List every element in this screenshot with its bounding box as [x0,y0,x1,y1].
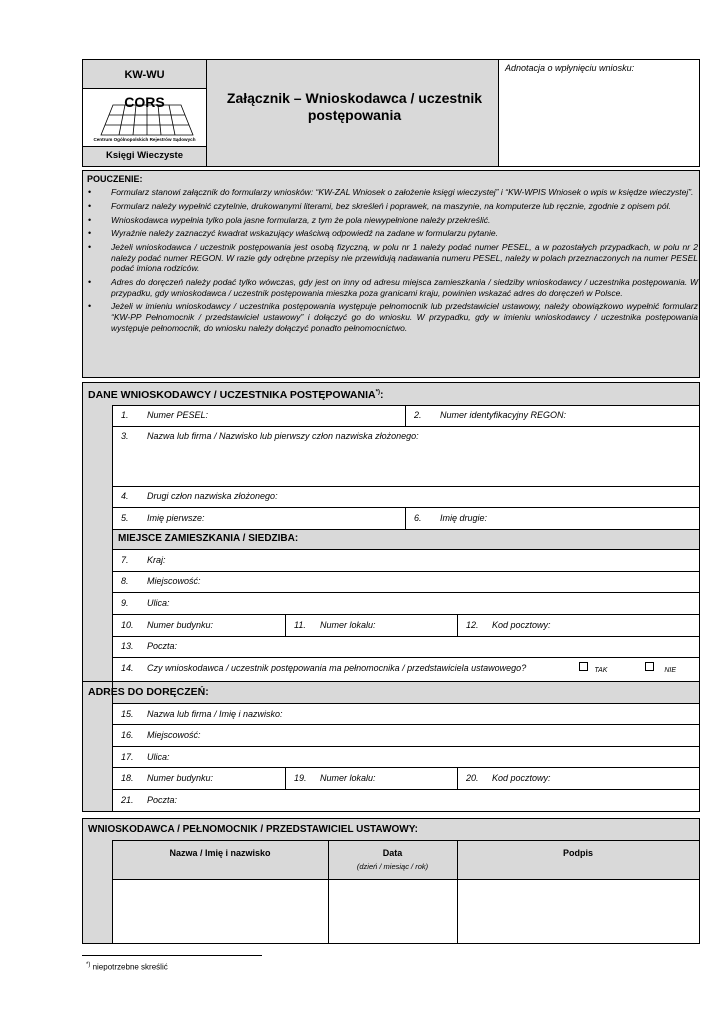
field-label: Imię drugie: [440,513,488,523]
field-label: Poczta: [147,641,178,651]
signature-heading: WNIOSKODAWCA / PEŁNOMOCNIK / PRZEDSTAWICIEL USTAWOWY: [88,824,418,835]
option-yes-label: TAK [594,667,608,674]
field-label: Czy wnioskodawca / uczestnik postępowania ma pełnomocnika / przedstawiciela ustawowego? [147,663,527,673]
field-label: Numer PESEL: [147,410,209,420]
field-label: Ulica: [147,598,170,608]
field-delivery-name[interactable] [121,709,283,719]
footnote-rule [82,955,262,956]
field-first-name[interactable] [121,513,205,523]
rule [112,592,700,593]
field-delivery-apartment[interactable] [294,773,376,783]
signature-input-area[interactable] [458,880,699,943]
field-delivery-postal-code[interactable] [466,773,551,783]
rule [112,703,700,704]
name-input-area[interactable] [113,880,328,943]
field-num: 7. [121,555,129,565]
instruction-item: • Wyraźnie należy zaznaczyć kwadrat wskazujący właściwą odpowiedź na zadane w formularzu pytanie. [86,228,698,239]
applicant-box [82,382,700,812]
applicant-heading-colon: : [379,389,384,401]
field-regon[interactable] [414,410,566,420]
instruction-item: • Formularz należy wypełnić czytelnie, drukowanymi literami, bez skreśleń i poprawek, na maszynie, na komputerze lub ręcznie, zgodnie z opisem pól. [86,201,698,212]
field-label: Numer budynku: [147,620,214,630]
footnote-mark: *) [86,962,91,968]
rule [112,657,700,658]
rule [83,681,700,682]
signature-col-header-band [112,840,699,879]
form-code: KW-WU [124,69,165,81]
applicant-heading [88,389,383,401]
applicant-gray-left [83,383,112,811]
col-date-subheader: (dzień / miesiąc / rok) [356,862,429,871]
rule [457,614,458,636]
field-label: Numer lokalu: [320,620,376,630]
rule [112,426,700,427]
rule [112,767,700,768]
form-title: Załącznik – Wnioskodawca / uczestnik postępowania [226,90,483,123]
field-second-surname[interactable] [121,491,278,501]
instructions-heading: POUCZENIE: [87,174,143,184]
col-name-header: Nazwa / Imię i nazwisko [169,848,271,858]
rule [112,549,700,550]
rule [112,405,700,406]
applicant-heading-footnote: *) [375,389,380,396]
field-has-representative [121,663,526,673]
instruction-item: • Jeżeli wnioskodawca / uczestnik postępowania jest osobą fizyczną, w polu nr 1 należy podać numer PESEL, a w pozostałych przypadkach, w polu nr 2 należy podać numer REGON. W razie gdy odrębne przepisy nie przewidują nadawania numeru PESEL, należy w polach przeznaczonych na numer PESEL podać imiona rodziców. [86,242,698,274]
logo-subtitle: Centrum Ogólnopolskich Rejestrów Sądowych [93,137,196,142]
field-label: Miejscowość: [147,730,201,740]
field-label: Miejscowość: [147,576,201,586]
field-apartment-number[interactable] [294,620,376,630]
field-num: 13. [121,641,134,651]
field-num: 1. [121,410,129,420]
field-label: Nazwa lub firma / Nazwisko lub pierwszy człon nazwiska złożonego: [147,431,419,441]
field-postal-code[interactable] [466,620,551,630]
rule [405,507,406,529]
date-input-area[interactable] [329,880,457,943]
field-label: Imię pierwsze: [147,513,205,523]
instruction-item: • Jeżeli w imieniu wnioskodawcy / uczestnika postępowania występuje pełnomocnik lub przedstawiciel ustawowy, należy obowiązkowo wypełnić formularz “KW-PP Pełnomocnik / przedstawiciel ustawowy” i dołączyć go do wniosku. W przypadku, gdy w imieniu wnioskodawcy / uczestnika postępowania występuje pełnomocnik, do wniosku należy dołączyć ponadto pełnomocnictwo. [86,301,698,333]
logo-cell [83,89,206,147]
field-delivery-city[interactable] [121,730,201,740]
field-num: 6. [414,513,422,523]
field-pesel[interactable] [121,410,208,420]
rule [285,767,286,789]
field-num: 12. [466,620,479,630]
field-num: 19. [294,773,307,783]
field-delivery-building[interactable] [121,773,213,783]
field-num: 20. [466,773,479,783]
rule [112,746,700,747]
field-street[interactable] [121,598,170,608]
header-divider-2 [498,60,499,166]
instruction-item: • Adres do doręczeń należy podać tylko wówczas, gdy jest on inny od adresu miejsca zamieszkania / siedziby wnioskodawcy / uczestnika postępowania. W przypadku, gdy wnioskodawca / uczestnik postępowania mieszka poza granicami kraju, powinien wskazać adres do doręczeń w Polsce. [86,277,698,298]
field-num: 18. [121,773,134,783]
rule [112,636,700,637]
field-num: 5. [121,513,129,523]
field-post-office[interactable] [121,641,177,651]
rule [112,529,700,530]
header-divider-1 [206,60,207,166]
field-delivery-street[interactable] [121,752,170,762]
field-delivery-post-office[interactable] [121,795,177,805]
logo-text: CORS [124,94,165,110]
field-city[interactable] [121,576,201,586]
option-yes[interactable] [579,661,608,674]
col-signature-header: Podpis [562,848,593,858]
field-num: 8. [121,576,129,586]
field-second-name[interactable] [414,513,487,523]
rule [285,614,286,636]
field-label: Kod pocztowy: [492,773,551,783]
rule [112,840,700,841]
rule [112,571,700,572]
rule [112,507,700,508]
logo-caption: Księgi Wieczyste [105,150,183,161]
instruction-item: • Wnioskodawca wypełnia tylko pola jasne formularza, z tym że pola niewypełnione należy przekreślić. [86,215,698,226]
delivery-heading: ADRES DO DORĘCZEŃ: [88,686,209,698]
field-num: 4. [121,491,129,501]
field-label: Drugi człon nazwiska złożonego: [147,491,278,501]
field-label: Kraj: [147,555,166,565]
rule [457,767,458,789]
annotation-label: Adnotacja o wpłynięciu wniosku: [505,63,635,73]
checkbox-no[interactable] [645,662,654,671]
field-label: Numer identyfikacyjny REGON: [440,410,567,420]
checkbox-yes[interactable] [579,662,588,671]
field-num: 3. [121,431,129,441]
instruction-item: • Formularz stanowi załącznik do formularzy wniosków: “KW-ZAL Wniosek o założenie księgi wieczystej” i “KW-WPIS Wniosek o wpis w księdze wieczystej”. [86,187,698,198]
rule [405,405,406,426]
field-num: 14. [121,663,134,673]
rule [112,486,700,487]
option-no-label: NIE [664,667,677,674]
field-label: Kod pocztowy: [492,620,551,630]
field-country[interactable] [121,555,166,565]
rule [112,405,113,811]
field-num: 21. [121,795,134,805]
rule [112,789,700,790]
option-no[interactable] [645,661,677,674]
applicant-heading-text: DANE WNIOSKODAWCY / UCZESTNIKA POSTĘPOWANIA [88,389,376,401]
field-num: 11. [294,620,306,630]
rule [112,724,700,725]
field-surname[interactable] [121,431,419,441]
field-label: Numer budynku: [147,773,214,783]
footnote-text: niepotrzebne skreślić [92,962,168,972]
header-code-cell [83,60,206,89]
field-label: Nazwa lub firma / Imię i nazwisko: [147,709,283,719]
rule [112,614,700,615]
field-label: Poczta: [147,795,178,805]
instructions-list [86,187,698,336]
footnote [86,962,168,972]
residence-heading: MIEJSCE ZAMIESZKANIA / SIEDZIBA: [118,533,299,544]
field-num: 15. [121,709,134,719]
field-label: Numer lokalu: [320,773,376,783]
col-date-header: Data [382,848,403,858]
field-num: 9. [121,598,129,608]
field-num: 10. [121,620,134,630]
field-building-number[interactable] [121,620,213,630]
field-label: Ulica: [147,752,170,762]
field-num: 17. [121,752,134,762]
field-num: 2. [414,410,422,420]
field-num: 16. [121,730,134,740]
